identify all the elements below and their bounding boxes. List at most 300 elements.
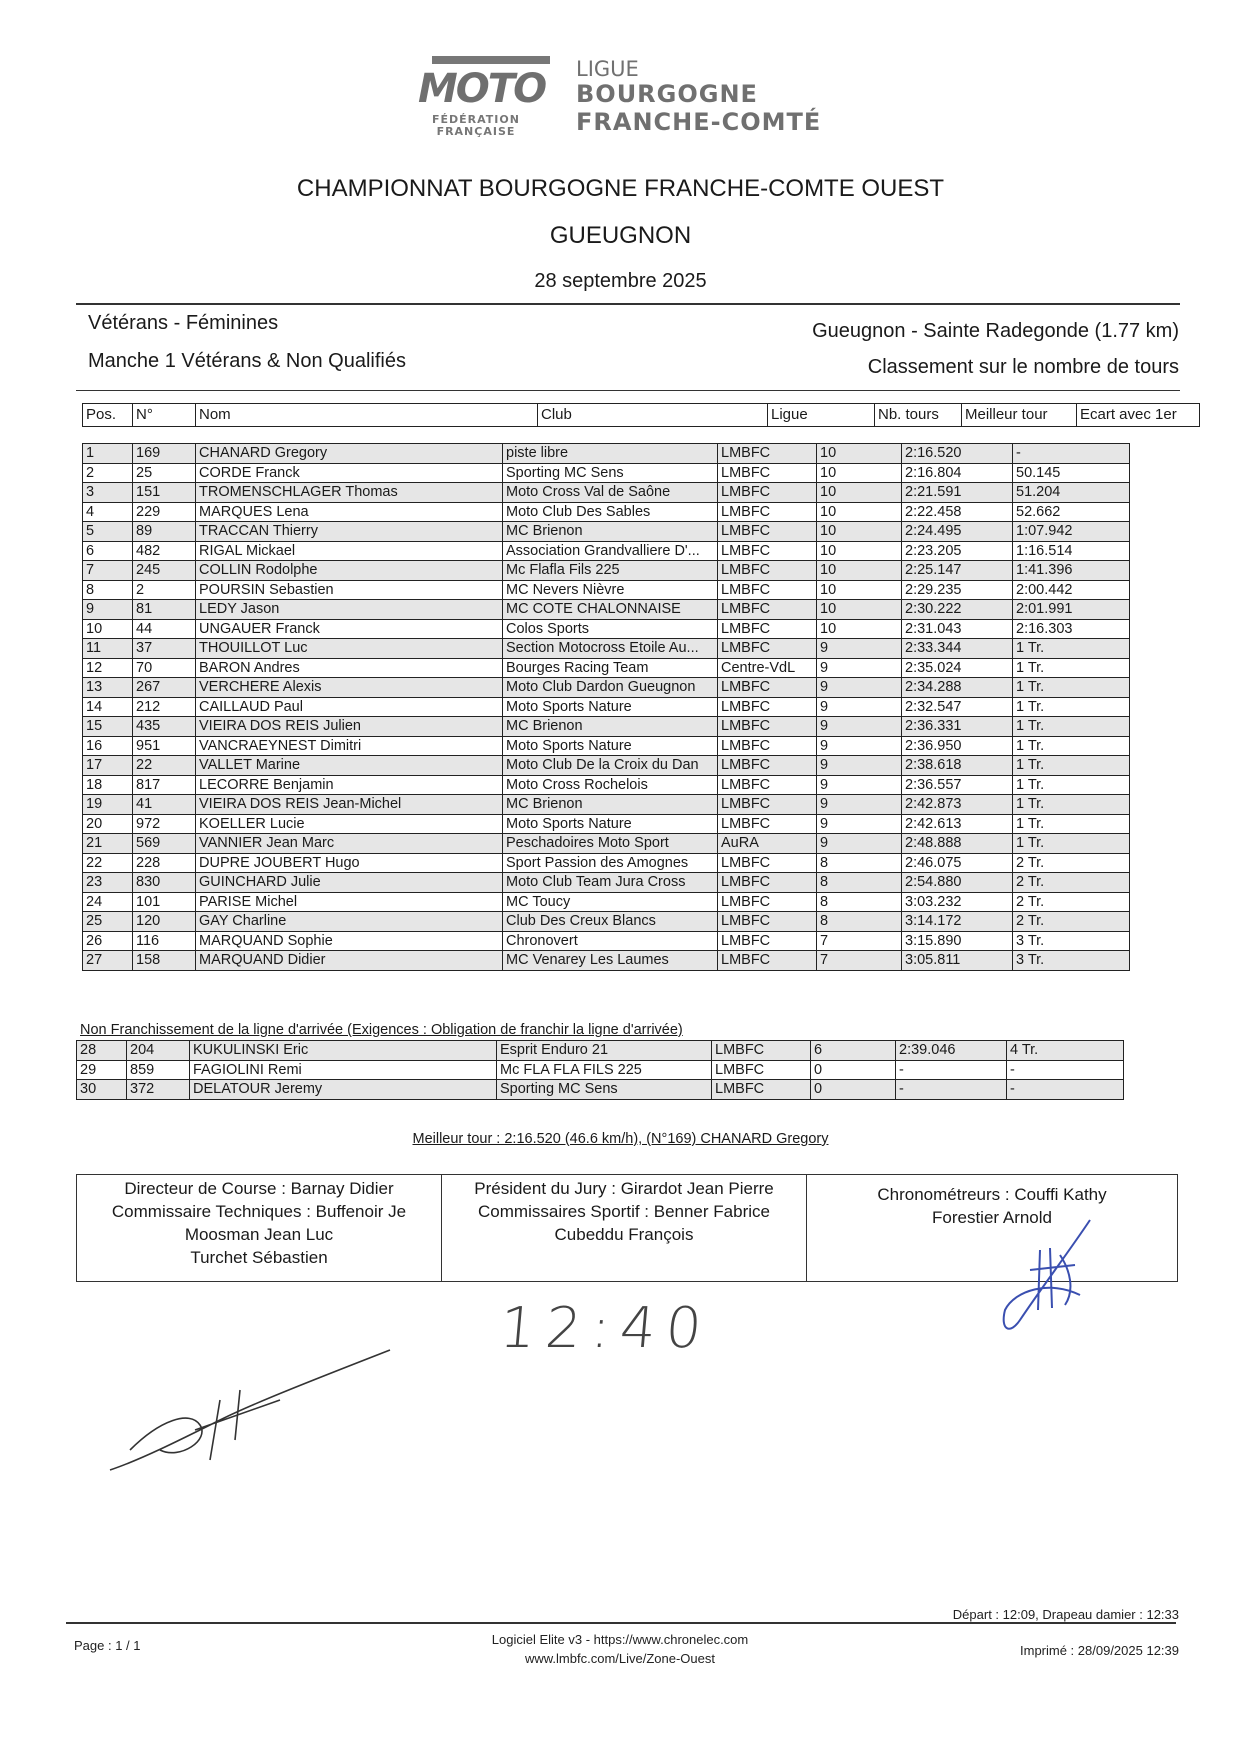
cell-club: Chronovert	[503, 931, 718, 951]
cell-num: 41	[133, 795, 196, 815]
cell-num: 81	[133, 600, 196, 620]
cell-pos: 23	[83, 873, 133, 893]
cell-num: 245	[133, 561, 196, 581]
cell-laps: 10	[817, 561, 902, 581]
officials-timekeepers: Chronométreurs : Couffi Kathy Forestier Arnold	[877, 1185, 1107, 1227]
cell-gap: 1 Tr.	[1013, 736, 1130, 756]
cell-laps: 10	[817, 522, 902, 542]
cell-gap: 1 Tr.	[1013, 775, 1130, 795]
cell-best: 2:42.873	[902, 795, 1013, 815]
cell-club: MC Brienon	[503, 717, 718, 737]
cell-club: Peschadoires Moto Sport	[503, 834, 718, 854]
cell-laps: 9	[817, 717, 902, 737]
cell-gap: 1:07.942	[1013, 522, 1130, 542]
cell-best: 2:24.495	[902, 522, 1013, 542]
cell-name: VIEIRA DOS REIS Julien	[196, 717, 503, 737]
cell-name: VIEIRA DOS REIS Jean-Michel	[196, 795, 503, 815]
cell-laps: 8	[817, 892, 902, 912]
table-row	[83, 600, 1130, 620]
table-row	[83, 561, 1130, 581]
cell-pos: 11	[83, 639, 133, 659]
cell-pos: 14	[83, 697, 133, 717]
cell-league: AuRA	[718, 834, 817, 854]
cell-pos: 15	[83, 717, 133, 737]
cell-gap: 2:01.991	[1013, 600, 1130, 620]
cell-league: LMBFC	[718, 853, 817, 873]
cell-league: LMBFC	[718, 931, 817, 951]
cell-num: 22	[133, 756, 196, 776]
cell-best: 2:30.222	[902, 600, 1013, 620]
cell-gap: 3 Tr.	[1013, 931, 1130, 951]
cell-gap: 1 Tr.	[1013, 678, 1130, 698]
race-name: Manche 1 Vétérans & Non Qualifiés	[88, 350, 406, 372]
cell-best: 2:25.147	[902, 561, 1013, 581]
cell-pos: 8	[83, 580, 133, 600]
cell-best: 3:14.172	[902, 912, 1013, 932]
cell-league: LMBFC	[712, 1060, 811, 1080]
cell-league: LMBFC	[712, 1041, 811, 1061]
cell-club: MC Toucy	[503, 892, 718, 912]
cell-laps: 10	[817, 502, 902, 522]
cell-laps: 7	[817, 951, 902, 971]
cell-laps: 8	[817, 853, 902, 873]
live-results-link[interactable]: www.lmbfc.com/Live/Zone-Ouest	[524, 1651, 715, 1666]
cell-club: Sporting MC Sens	[503, 463, 718, 483]
cell-name: VANNIER Jean Marc	[196, 834, 503, 854]
cell-club: Sporting MC Sens	[497, 1080, 712, 1100]
cell-league: LMBFC	[718, 619, 817, 639]
best-lap-summary: Meilleur tour : 2:16.520 (46.6 km/h), (N°169) CHANARD Gregory	[412, 1131, 829, 1147]
cell-best: 2:34.288	[902, 678, 1013, 698]
cell-best: 2:48.888	[902, 834, 1013, 854]
cell-club: Moto Sports Nature	[503, 697, 718, 717]
cell-gap: 52.662	[1013, 502, 1130, 522]
results-table	[82, 443, 1130, 971]
championship-title: CHAMPIONNAT BOURGOGNE FRANCHE-COMTE OUEST	[296, 175, 945, 202]
cell-num: 569	[133, 834, 196, 854]
cell-best: 2:31.043	[902, 619, 1013, 639]
handwritten-time: 12:40	[497, 1296, 715, 1361]
col-header-gap: Ecart avec 1er	[1077, 404, 1200, 427]
cell-best: -	[896, 1080, 1007, 1100]
cell-best: 2:29.235	[902, 580, 1013, 600]
cell-laps: 8	[817, 912, 902, 932]
cell-club: MC Brienon	[503, 795, 718, 815]
cell-league: LMBFC	[718, 522, 817, 542]
cell-league: Centre-VdL	[718, 658, 817, 678]
cell-num: 817	[133, 775, 196, 795]
cell-laps: 9	[817, 834, 902, 854]
table-row	[83, 580, 1130, 600]
cell-laps: 0	[811, 1080, 896, 1100]
cell-gap: 1 Tr.	[1013, 834, 1130, 854]
cell-league: LMBFC	[718, 951, 817, 971]
cell-club: piste libre	[503, 444, 718, 464]
cell-laps: 6	[811, 1041, 896, 1061]
cell-laps: 10	[817, 463, 902, 483]
cell-club: Moto Cross Rochelois	[503, 775, 718, 795]
cell-laps: 9	[817, 756, 902, 776]
table-row	[77, 1060, 1124, 1080]
cell-gap: 1:16.514	[1013, 541, 1130, 561]
cell-num: 267	[133, 678, 196, 698]
cell-best: 2:32.547	[902, 697, 1013, 717]
cell-name: CORDE Franck	[196, 463, 503, 483]
divider	[76, 303, 1180, 305]
cell-club: Bourges Racing Team	[503, 658, 718, 678]
cell-laps: 9	[817, 736, 902, 756]
table-row	[83, 463, 1130, 483]
cell-club: MC Venarey Les Laumes	[503, 951, 718, 971]
cell-club: Association Grandvalliere D'...	[503, 541, 718, 561]
cell-num: 972	[133, 814, 196, 834]
cell-name: VANCRAEYNEST Dimitri	[196, 736, 503, 756]
cell-league: LMBFC	[718, 736, 817, 756]
cell-laps: 10	[817, 444, 902, 464]
table-row	[83, 775, 1130, 795]
track-name: Gueugnon - Sainte Radegonde (1.77 km)	[812, 320, 1179, 342]
cell-best: 2:46.075	[902, 853, 1013, 873]
cell-gap: 1 Tr.	[1013, 756, 1130, 776]
cell-league: LMBFC	[718, 795, 817, 815]
cell-name: VERCHERE Alexis	[196, 678, 503, 698]
table-row	[83, 814, 1130, 834]
cell-gap: -	[1007, 1060, 1124, 1080]
table-row	[83, 873, 1130, 893]
table-row	[83, 834, 1130, 854]
cell-pos: 29	[77, 1060, 127, 1080]
cell-pos: 13	[83, 678, 133, 698]
cell-pos: 28	[77, 1041, 127, 1061]
cell-laps: 10	[817, 600, 902, 620]
cell-best: 3:05.811	[902, 951, 1013, 971]
cell-num: 951	[133, 736, 196, 756]
cell-gap: 1 Tr.	[1013, 639, 1130, 659]
cell-laps: 9	[817, 678, 902, 698]
software-credit: Logiciel Elite v3 - https://www.chronelec.com	[491, 1632, 749, 1647]
cell-pos: 25	[83, 912, 133, 932]
cell-laps: 10	[817, 483, 902, 503]
footer-divider	[66, 1622, 1176, 1624]
divider	[76, 390, 1180, 391]
cell-name: BARON Andres	[196, 658, 503, 678]
cell-laps: 8	[817, 873, 902, 893]
cell-club: Moto Sports Nature	[503, 814, 718, 834]
cell-num: 830	[133, 873, 196, 893]
cell-gap: 51.204	[1013, 483, 1130, 503]
cell-name: VALLET Marine	[196, 756, 503, 776]
cell-name: RIGAL Mickael	[196, 541, 503, 561]
table-row	[83, 912, 1130, 932]
cell-club: MC Brienon	[503, 522, 718, 542]
cell-laps: 9	[817, 775, 902, 795]
cell-name: THOUILLOT Luc	[196, 639, 503, 659]
cell-num: 25	[133, 463, 196, 483]
cell-gap: 2 Tr.	[1013, 873, 1130, 893]
cell-club: Moto Club Dardon Gueugnon	[503, 678, 718, 698]
table-row	[83, 658, 1130, 678]
cell-num: 101	[133, 892, 196, 912]
table-row	[83, 502, 1130, 522]
cell-league: LMBFC	[718, 580, 817, 600]
cell-num: 37	[133, 639, 196, 659]
cell-league: LMBFC	[718, 678, 817, 698]
cell-num: 89	[133, 522, 196, 542]
cell-name: KOELLER Lucie	[196, 814, 503, 834]
cell-pos: 24	[83, 892, 133, 912]
cell-num: 212	[133, 697, 196, 717]
officials-jury: Président du Jury : Girardot Jean Pierre Commissaires Sportif : Benner Fabrice Cubeddu François	[442, 1175, 807, 1281]
cell-league: LMBFC	[718, 444, 817, 464]
cell-name: PARISE Michel	[196, 892, 503, 912]
start-and-flag-times: Départ : 12:09, Drapeau damier : 12:33	[952, 1607, 1179, 1622]
col-header-best-lap: Meilleur tour	[962, 404, 1077, 427]
signature-director	[100, 1330, 420, 1480]
cell-num: 229	[133, 502, 196, 522]
cell-gap: 1 Tr.	[1013, 717, 1130, 737]
non-finish-table	[76, 1040, 1124, 1100]
cell-best: -	[896, 1060, 1007, 1080]
table-row	[83, 697, 1130, 717]
cell-best: 2:39.046	[896, 1041, 1007, 1061]
cell-best: 2:16.804	[902, 463, 1013, 483]
table-row	[83, 541, 1130, 561]
cell-laps: 9	[817, 658, 902, 678]
cell-league: LMBFC	[718, 717, 817, 737]
cell-num: 70	[133, 658, 196, 678]
cell-laps: 9	[817, 795, 902, 815]
league-logo	[418, 48, 858, 148]
cell-name: COLLIN Rodolphe	[196, 561, 503, 581]
col-header-pos: Pos.	[83, 404, 133, 427]
league-name: LIGUE BOURGOGNE FRANCHE-COMTÉ	[576, 57, 822, 136]
cell-league: LMBFC	[718, 561, 817, 581]
cell-league: LMBFC	[718, 912, 817, 932]
cell-gap: -	[1013, 444, 1130, 464]
cell-gap: 1:41.396	[1013, 561, 1130, 581]
cell-name: TRACCAN Thierry	[196, 522, 503, 542]
cell-club: Moto Club Des Sables	[503, 502, 718, 522]
cell-gap: 3 Tr.	[1013, 951, 1130, 971]
page-number: Page : 1 / 1	[74, 1638, 141, 1653]
table-row	[77, 1080, 1124, 1100]
cell-pos: 21	[83, 834, 133, 854]
col-header-club: Club	[538, 404, 768, 427]
cell-name: KUKULINSKI Eric	[190, 1041, 497, 1061]
cell-num: 482	[133, 541, 196, 561]
cell-num: 2	[133, 580, 196, 600]
cell-league: LMBFC	[712, 1080, 811, 1100]
ffm-logo: MOTO FÉDÉRATION FRANÇAISE	[418, 56, 558, 136]
table-row	[83, 795, 1130, 815]
cell-gap: 2 Tr.	[1013, 912, 1130, 932]
cell-league: LMBFC	[718, 814, 817, 834]
cell-pos: 22	[83, 853, 133, 873]
cell-best: 2:22.458	[902, 502, 1013, 522]
cell-name: LECORRE Benjamin	[196, 775, 503, 795]
cell-num: 228	[133, 853, 196, 873]
table-row	[83, 717, 1130, 737]
cell-gap: 1 Tr.	[1013, 658, 1130, 678]
cell-pos: 4	[83, 502, 133, 522]
cell-pos: 12	[83, 658, 133, 678]
cell-club: Moto Club De la Croix du Dan	[503, 756, 718, 776]
cell-league: LMBFC	[718, 541, 817, 561]
cell-num: 435	[133, 717, 196, 737]
cell-num: 151	[133, 483, 196, 503]
cell-gap: 2:16.303	[1013, 619, 1130, 639]
cell-league: LMBFC	[718, 639, 817, 659]
cell-name: CAILLAUD Paul	[196, 697, 503, 717]
cell-laps: 9	[817, 639, 902, 659]
table-row	[83, 678, 1130, 698]
cell-laps: 10	[817, 580, 902, 600]
cell-pos: 30	[77, 1080, 127, 1100]
cell-best: 2:54.880	[902, 873, 1013, 893]
cell-pos: 5	[83, 522, 133, 542]
cell-league: LMBFC	[718, 697, 817, 717]
cell-laps: 7	[817, 931, 902, 951]
cell-num: 204	[127, 1041, 190, 1061]
table-row	[83, 736, 1130, 756]
cell-pos: 6	[83, 541, 133, 561]
cell-name: CHANARD Gregory	[196, 444, 503, 464]
col-header-name: Nom	[196, 404, 538, 427]
table-row	[83, 853, 1130, 873]
cell-best: 2:38.618	[902, 756, 1013, 776]
cell-club: Club Des Creux Blancs	[503, 912, 718, 932]
cell-name: GAY Charline	[196, 912, 503, 932]
cell-pos: 17	[83, 756, 133, 776]
cell-league: LMBFC	[718, 483, 817, 503]
cell-gap: 1 Tr.	[1013, 814, 1130, 834]
cell-pos: 10	[83, 619, 133, 639]
cell-laps: 9	[817, 697, 902, 717]
cell-gap: 50.145	[1013, 463, 1130, 483]
col-header-num: N°	[133, 404, 196, 427]
cell-club: Moto Sports Nature	[503, 736, 718, 756]
cell-laps: 9	[817, 814, 902, 834]
non-finish-title: Non Franchissement de la ligne d'arrivée (Exigences : Obligation de franchir la ligne d'arrivée)	[80, 1022, 683, 1038]
cell-club: Section Motocross Etoile Au...	[503, 639, 718, 659]
cell-best: 2:16.520	[902, 444, 1013, 464]
col-header-league: Ligue	[768, 404, 875, 427]
cell-gap: 4 Tr.	[1007, 1041, 1124, 1061]
cell-best: 2:21.591	[902, 483, 1013, 503]
table-row	[83, 444, 1130, 464]
cell-best: 2:35.024	[902, 658, 1013, 678]
cell-club: MC COTE CHALONNAISE	[503, 600, 718, 620]
cell-name: UNGAUER Franck	[196, 619, 503, 639]
cell-pos: 2	[83, 463, 133, 483]
cell-name: MARQUES Lena	[196, 502, 503, 522]
table-row	[83, 931, 1130, 951]
cell-pos: 1	[83, 444, 133, 464]
cell-gap: 2 Tr.	[1013, 892, 1130, 912]
cell-club: Moto Club Team Jura Cross	[503, 873, 718, 893]
officials-race-direction: Directeur de Course : Barnay Didier Commissaire Techniques : Buffenoir Je Moosman Jean Luc Turchet Sébastien	[77, 1175, 442, 1281]
cell-best: 2:23.205	[902, 541, 1013, 561]
cell-club: Sport Passion des Amognes	[503, 853, 718, 873]
table-row	[83, 522, 1130, 542]
cell-pos: 19	[83, 795, 133, 815]
cell-club: Mc Flafla Fils 225	[503, 561, 718, 581]
cell-best: 3:15.890	[902, 931, 1013, 951]
cell-num: 169	[133, 444, 196, 464]
cell-gap: 2:00.442	[1013, 580, 1130, 600]
cell-best: 2:42.613	[902, 814, 1013, 834]
cell-league: LMBFC	[718, 600, 817, 620]
cell-num: 859	[127, 1060, 190, 1080]
cell-num: 120	[133, 912, 196, 932]
cell-gap: 2 Tr.	[1013, 853, 1130, 873]
cell-pos: 27	[83, 951, 133, 971]
cell-club: Moto Cross Val de Saône	[503, 483, 718, 503]
results-table-header	[82, 403, 1200, 427]
cell-name: POURSIN Sebastien	[196, 580, 503, 600]
table-row	[83, 951, 1130, 971]
ranking-mode: Classement sur le nombre de tours	[867, 356, 1179, 378]
cell-gap: -	[1007, 1080, 1124, 1100]
cell-club: Colos Sports	[503, 619, 718, 639]
cell-league: LMBFC	[718, 502, 817, 522]
cell-pos: 3	[83, 483, 133, 503]
event-date: 28 septembre 2025	[534, 270, 707, 292]
cell-name: TROMENSCHLAGER Thomas	[196, 483, 503, 503]
cell-num: 44	[133, 619, 196, 639]
cell-num: 158	[133, 951, 196, 971]
cell-name: DUPRE JOUBERT Hugo	[196, 853, 503, 873]
cell-league: LMBFC	[718, 463, 817, 483]
cell-num: 116	[133, 931, 196, 951]
cell-club: Mc FLA FLA FILS 225	[497, 1060, 712, 1080]
cell-gap: 1 Tr.	[1013, 795, 1130, 815]
cell-league: LMBFC	[718, 775, 817, 795]
table-row	[83, 639, 1130, 659]
print-timestamp: Imprimé : 28/09/2025 12:39	[1020, 1643, 1179, 1658]
cell-best: 3:03.232	[902, 892, 1013, 912]
cell-club: Esprit Enduro 21	[497, 1041, 712, 1061]
cell-gap: 1 Tr.	[1013, 697, 1130, 717]
cell-laps: 0	[811, 1060, 896, 1080]
cell-league: LMBFC	[718, 892, 817, 912]
cell-club: MC Nevers Nièvre	[503, 580, 718, 600]
table-row	[83, 483, 1130, 503]
venue-title: GUEUGNON	[549, 222, 692, 249]
cell-num: 372	[127, 1080, 190, 1100]
cell-name: FAGIOLINI Remi	[190, 1060, 497, 1080]
cell-name: GUINCHARD Julie	[196, 873, 503, 893]
cell-name: LEDY Jason	[196, 600, 503, 620]
cell-best: 2:36.950	[902, 736, 1013, 756]
table-row	[83, 756, 1130, 776]
col-header-laps: Nb. tours	[875, 404, 962, 427]
cell-pos: 18	[83, 775, 133, 795]
cell-name: MARQUAND Sophie	[196, 931, 503, 951]
cell-pos: 16	[83, 736, 133, 756]
table-row	[83, 619, 1130, 639]
table-row	[77, 1041, 1124, 1061]
cell-laps: 10	[817, 541, 902, 561]
cell-pos: 9	[83, 600, 133, 620]
cell-laps: 10	[817, 619, 902, 639]
cell-name: MARQUAND Didier	[196, 951, 503, 971]
cell-pos: 7	[83, 561, 133, 581]
cell-name: DELATOUR Jeremy	[190, 1080, 497, 1100]
category: Vétérans - Féminines	[88, 312, 279, 334]
cell-pos: 26	[83, 931, 133, 951]
cell-league: LMBFC	[718, 756, 817, 776]
